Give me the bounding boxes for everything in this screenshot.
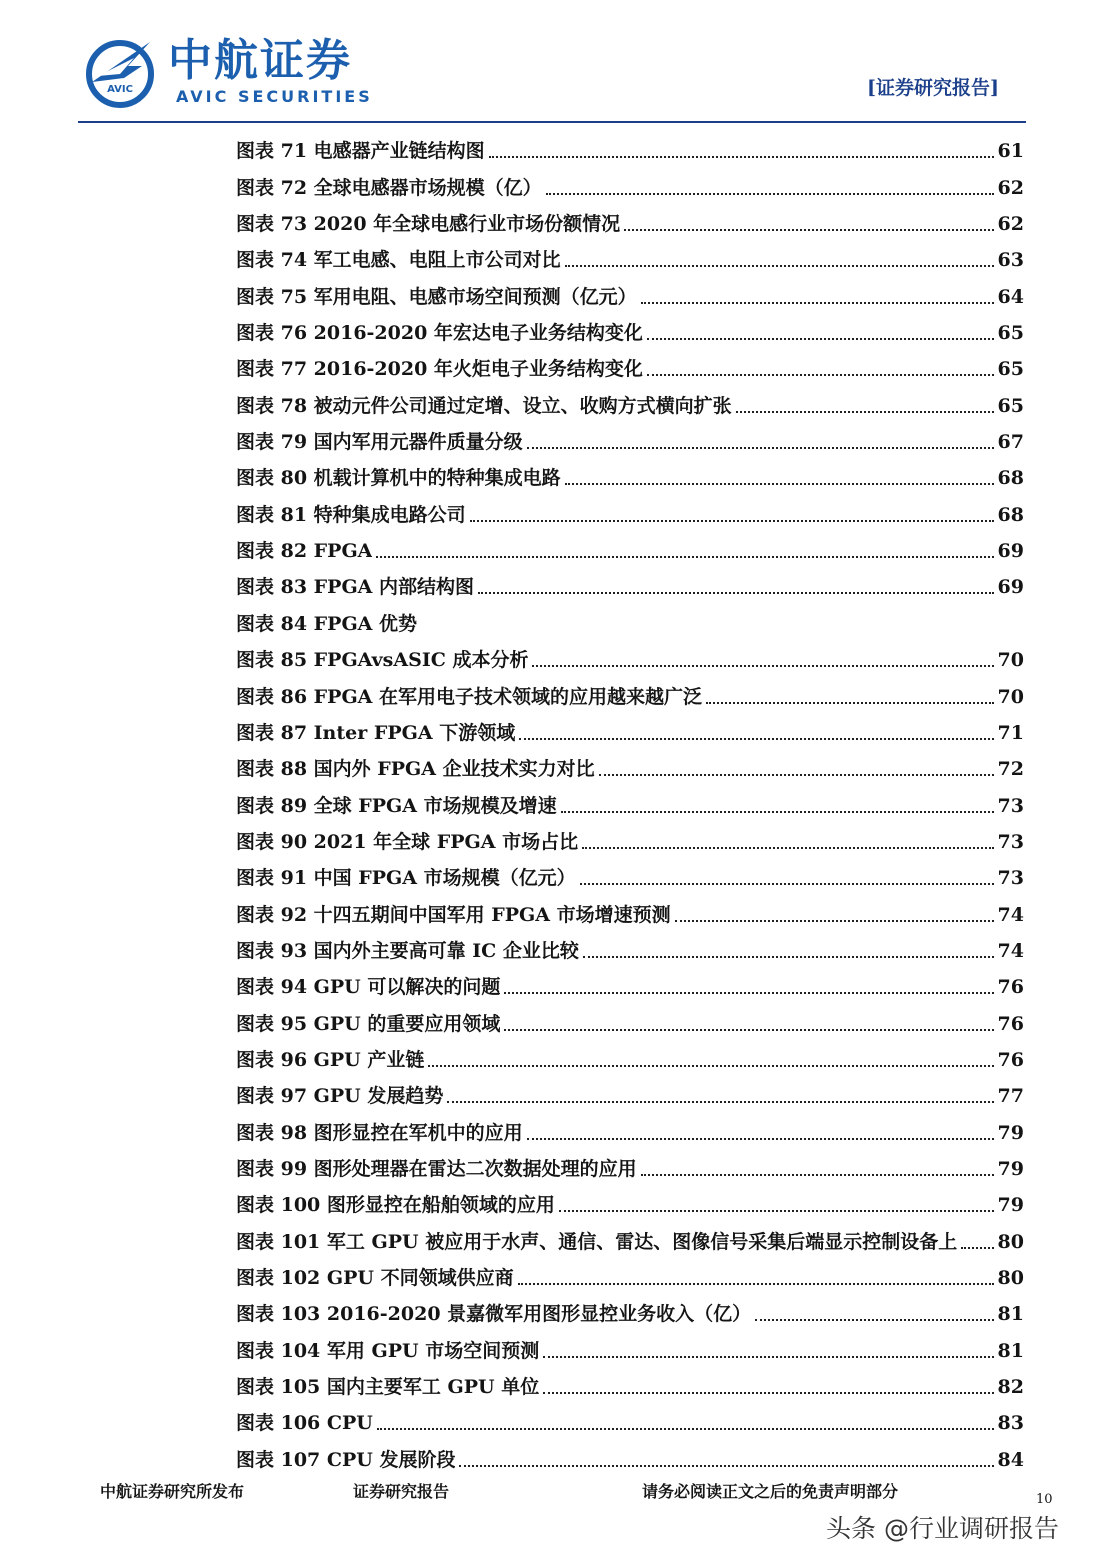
toc-entry-title: 图表 79 国内军用元器件质量分级 xyxy=(236,431,523,454)
toc-entry[interactable] xyxy=(236,309,1024,345)
toc-leader-dots xyxy=(478,591,994,594)
toc-entry-title: 图表 90 2021 年全球 FPGA 市场占比 xyxy=(236,830,579,853)
toc-entry[interactable] xyxy=(236,745,1024,781)
toc-entry[interactable] xyxy=(236,1254,1024,1290)
toc-leader-dots xyxy=(961,1246,993,1249)
toc-entry-title: 图表 105 国内主要军工 GPU 单位 xyxy=(236,1376,540,1399)
toc-entry[interactable] xyxy=(236,636,1024,672)
toc-entry-title: 图表 80 机载计算机中的特种集成电路 xyxy=(236,467,561,490)
toc-leader-dots xyxy=(428,1064,993,1067)
watermark: 头条 @行业调研报告 xyxy=(820,1512,1065,1546)
toc-entry-title: 图表 88 国内外 FPGA 企业技术实力对比 xyxy=(236,758,595,781)
toc-leader-dots xyxy=(755,1318,993,1321)
toc-entry-title: 图表 101 军工 GPU 被应用于水声、通信、雷达、图像信号采集后端显示控制设备上 xyxy=(236,1230,958,1253)
toc-entry-page: 81 xyxy=(997,1303,1024,1326)
toc-leader-dots xyxy=(624,228,993,231)
toc-entry[interactable] xyxy=(236,709,1024,745)
logo-text: AVIC xyxy=(107,84,133,95)
table-of-figures xyxy=(236,127,1024,1472)
toc-entry[interactable] xyxy=(236,781,1024,817)
toc-entry-title: 图表 94 GPU 可以解决的问题 xyxy=(236,976,501,999)
toc-leader-dots xyxy=(489,155,994,158)
toc-entry-page: 76 xyxy=(997,976,1024,999)
toc-entry[interactable] xyxy=(236,345,1024,381)
toc-entry[interactable] xyxy=(236,381,1024,417)
toc-entry[interactable] xyxy=(236,454,1024,490)
toc-entry-title: 图表 92 十四五期间中国军用 FPGA 市场增速预测 xyxy=(236,903,671,926)
toc-leader-dots xyxy=(459,1464,993,1467)
toc-entry[interactable] xyxy=(236,272,1024,308)
toc-entry-page: 80 xyxy=(997,1267,1024,1289)
toc-leader-dots xyxy=(736,410,994,413)
toc-entry[interactable] xyxy=(236,854,1024,890)
toc-leader-dots xyxy=(565,482,994,485)
toc-leader-dots xyxy=(543,1391,993,1394)
toc-entry-page: 81 xyxy=(997,1339,1024,1362)
toc-leader-dots xyxy=(447,1100,993,1103)
toc-entry-title: 图表 77 2016-2020 年火炬电子业务结构变化 xyxy=(236,358,643,381)
toc-entry-page: 72 xyxy=(997,758,1024,781)
toc-leader-dots xyxy=(599,773,994,776)
toc-entry-page: 73 xyxy=(997,830,1024,853)
toc-leader-dots xyxy=(470,519,994,522)
toc-entry-page: 80 xyxy=(997,1230,1024,1253)
toc-entry-title: 图表 76 2016-2020 年宏达电子业务结构变化 xyxy=(236,322,643,345)
toc-entry[interactable] xyxy=(236,1290,1024,1326)
toc-entry-title: 图表 103 2016-2020 景嘉微军用图形显控业务收入（亿） xyxy=(236,1303,752,1326)
toc-entry-title: 图表 75 军用电阻、电感市场空间预测（亿元） xyxy=(236,285,637,308)
toc-leader-dots xyxy=(532,664,993,667)
toc-entry[interactable] xyxy=(236,490,1024,526)
toc-entry[interactable] xyxy=(236,927,1024,963)
toc-entry-title: 图表 78 被动元件公司通过定增、设立、收购方式横向扩张 xyxy=(236,394,732,417)
toc-entry-page: 73 xyxy=(997,794,1024,817)
toc-entry-title: 图表 100 图形显控在船舶领域的应用 xyxy=(236,1194,555,1217)
toc-leader-dots xyxy=(377,1427,994,1430)
toc-entry-page: 77 xyxy=(997,1085,1024,1108)
toc-entry-page: 62 xyxy=(997,176,1024,199)
toc-leader-dots xyxy=(583,955,994,958)
toc-entry-page: 74 xyxy=(997,939,1024,962)
toc-entry-title: 图表 72 全球电感器市场规模（亿） xyxy=(236,176,542,199)
toc-entry[interactable] xyxy=(236,563,1024,599)
toc-leader-dots xyxy=(519,737,993,740)
toc-leader-dots xyxy=(582,846,993,849)
toc-entry-title: 图表 82 FPGA xyxy=(236,540,373,563)
toc-leader-dots xyxy=(706,701,994,704)
toc-leader-dots xyxy=(641,1173,994,1176)
toc-entry-title: 图表 84 FPGA 优势 xyxy=(236,612,418,635)
report-tag: [证券研究报告] xyxy=(867,77,999,99)
toc-entry[interactable] xyxy=(236,1326,1024,1362)
toc-leader-dots xyxy=(561,810,994,813)
toc-entry-page: 74 xyxy=(997,903,1024,926)
toc-leader-dots xyxy=(527,446,994,449)
toc-entry-title: 图表 74 军工电感、电阻上市公司对比 xyxy=(236,249,561,272)
toc-entry-page: 65 xyxy=(997,322,1024,345)
toc-entry-page: 67 xyxy=(997,431,1024,454)
toc-leader-dots xyxy=(518,1282,994,1285)
toc-entry-page: 69 xyxy=(997,540,1024,563)
toc-leader-dots xyxy=(675,919,994,922)
toc-leader-dots xyxy=(647,337,994,340)
toc-entry-page: 83 xyxy=(997,1412,1024,1435)
page-header xyxy=(0,0,1102,124)
toc-entry-page: 69 xyxy=(997,576,1024,599)
toc-entry[interactable] xyxy=(236,163,1024,199)
toc-entry-title: 图表 93 国内外主要高可靠 IC 企业比较 xyxy=(236,939,579,962)
toc-entry[interactable] xyxy=(236,1108,1024,1144)
toc-entry-page: 82 xyxy=(997,1376,1024,1399)
toc-entry-page: 76 xyxy=(997,1012,1024,1035)
toc-entry-title: 图表 106 CPU xyxy=(236,1412,373,1435)
toc-entry-page: 76 xyxy=(997,1048,1024,1071)
footer-publisher: 中航证券研究所发布 xyxy=(100,1482,245,1501)
toc-entry[interactable] xyxy=(236,1181,1024,1217)
footer-report-type: 证券研究报告 xyxy=(353,1482,450,1501)
toc-entry[interactable] xyxy=(236,818,1024,854)
toc-entry[interactable] xyxy=(236,127,1024,163)
toc-entry-title: 图表 91 中国 FPGA 市场规模（亿元） xyxy=(236,867,576,890)
toc-entry[interactable] xyxy=(236,1217,1024,1253)
toc-entry-title: 图表 89 全球 FPGA 市场规模及增速 xyxy=(236,794,557,817)
toc-entry-title: 图表 98 图形显控在军机中的应用 xyxy=(236,1121,523,1144)
toc-leader-dots xyxy=(565,264,994,267)
toc-entry[interactable] xyxy=(236,1072,1024,1108)
toc-entry-page: 68 xyxy=(997,503,1024,526)
toc-leader-dots xyxy=(376,555,993,558)
toc-leader-dots xyxy=(504,1028,993,1031)
toc-entry[interactable] xyxy=(236,672,1024,708)
toc-entry-page: 73 xyxy=(997,867,1024,890)
toc-entry[interactable] xyxy=(236,599,1024,635)
toc-entry-title: 图表 104 军用 GPU 市场空间预测 xyxy=(236,1339,540,1362)
toc-entry-page: 62 xyxy=(997,213,1024,236)
toc-entry-page: 79 xyxy=(997,1121,1024,1144)
brand-name-cn: 中航证券 xyxy=(168,35,352,86)
toc-entry[interactable] xyxy=(236,1435,1024,1471)
toc-entry-title: 图表 107 CPU 发展阶段 xyxy=(236,1448,456,1471)
toc-entry-page: 70 xyxy=(997,649,1024,672)
toc-entry[interactable] xyxy=(236,999,1024,1035)
toc-entry-title: 图表 95 GPU 的重要应用领域 xyxy=(236,1012,501,1035)
header-divider xyxy=(78,121,1026,123)
toc-entry-page: 61 xyxy=(997,140,1024,163)
toc-entry[interactable] xyxy=(236,1399,1024,1435)
toc-entry[interactable] xyxy=(236,1145,1024,1181)
toc-entry[interactable] xyxy=(236,200,1024,236)
brand-name-en: AVIC SECURITIES xyxy=(176,87,373,106)
toc-entry-page: 64 xyxy=(997,285,1024,308)
toc-leader-dots xyxy=(580,882,994,885)
toc-entry-page: 70 xyxy=(997,685,1024,708)
toc-entry-title: 图表 83 FPGA 内部结构图 xyxy=(236,576,475,599)
toc-entry-title: 图表 99 图形处理器在雷达二次数据处理的应用 xyxy=(236,1157,637,1180)
toc-entry-title: 图表 73 2020 年全球电感行业市场份额情况 xyxy=(236,213,621,236)
toc-entry-title: 图表 81 特种集成电路公司 xyxy=(236,503,466,526)
toc-entry-title: 图表 102 GPU 不同领域供应商 xyxy=(236,1267,514,1289)
toc-entry-title: 图表 96 GPU 产业链 xyxy=(236,1048,425,1071)
toc-leader-dots xyxy=(543,1355,993,1358)
toc-leader-dots xyxy=(647,373,994,376)
toc-entry[interactable] xyxy=(236,527,1024,563)
toc-entry[interactable] xyxy=(236,1036,1024,1072)
toc-entry-page: 65 xyxy=(997,358,1024,381)
toc-entry-title: 图表 97 GPU 发展趋势 xyxy=(236,1085,444,1108)
toc-entry[interactable] xyxy=(236,236,1024,272)
toc-leader-dots xyxy=(559,1209,994,1212)
toc-entry[interactable] xyxy=(236,963,1024,999)
toc-leader-dots xyxy=(546,192,994,195)
page-number: 10 xyxy=(1036,1492,1053,1507)
toc-leader-dots xyxy=(527,1137,994,1140)
toc-entry-page: 84 xyxy=(997,1448,1024,1471)
toc-leader-dots xyxy=(641,301,994,304)
toc-entry-title: 图表 86 FPGA 在军用电子技术领域的应用越来越广泛 xyxy=(236,685,703,708)
toc-entry-page: 68 xyxy=(997,467,1024,490)
toc-entry-page: 63 xyxy=(997,249,1024,272)
toc-entry-title: 图表 85 FPGAvsASIC 成本分析 xyxy=(236,649,529,672)
footer-disclaimer: 请务必阅读正文之后的免责声明部分 xyxy=(642,1482,899,1501)
toc-leader-dots xyxy=(504,991,993,994)
avic-logo-icon xyxy=(84,36,156,108)
toc-entry-title: 图表 87 Inter FPGA 下游领域 xyxy=(236,721,516,744)
toc-entry[interactable] xyxy=(236,1363,1024,1399)
toc-entry[interactable] xyxy=(236,418,1024,454)
toc-entry-title: 图表 71 电感器产业链结构图 xyxy=(236,140,485,163)
toc-entry-page: 71 xyxy=(997,721,1024,744)
toc-entry-page: 65 xyxy=(997,394,1024,417)
toc-entry[interactable] xyxy=(236,890,1024,926)
toc-entry-page: 79 xyxy=(997,1194,1024,1217)
toc-entry-page: 79 xyxy=(997,1157,1024,1180)
